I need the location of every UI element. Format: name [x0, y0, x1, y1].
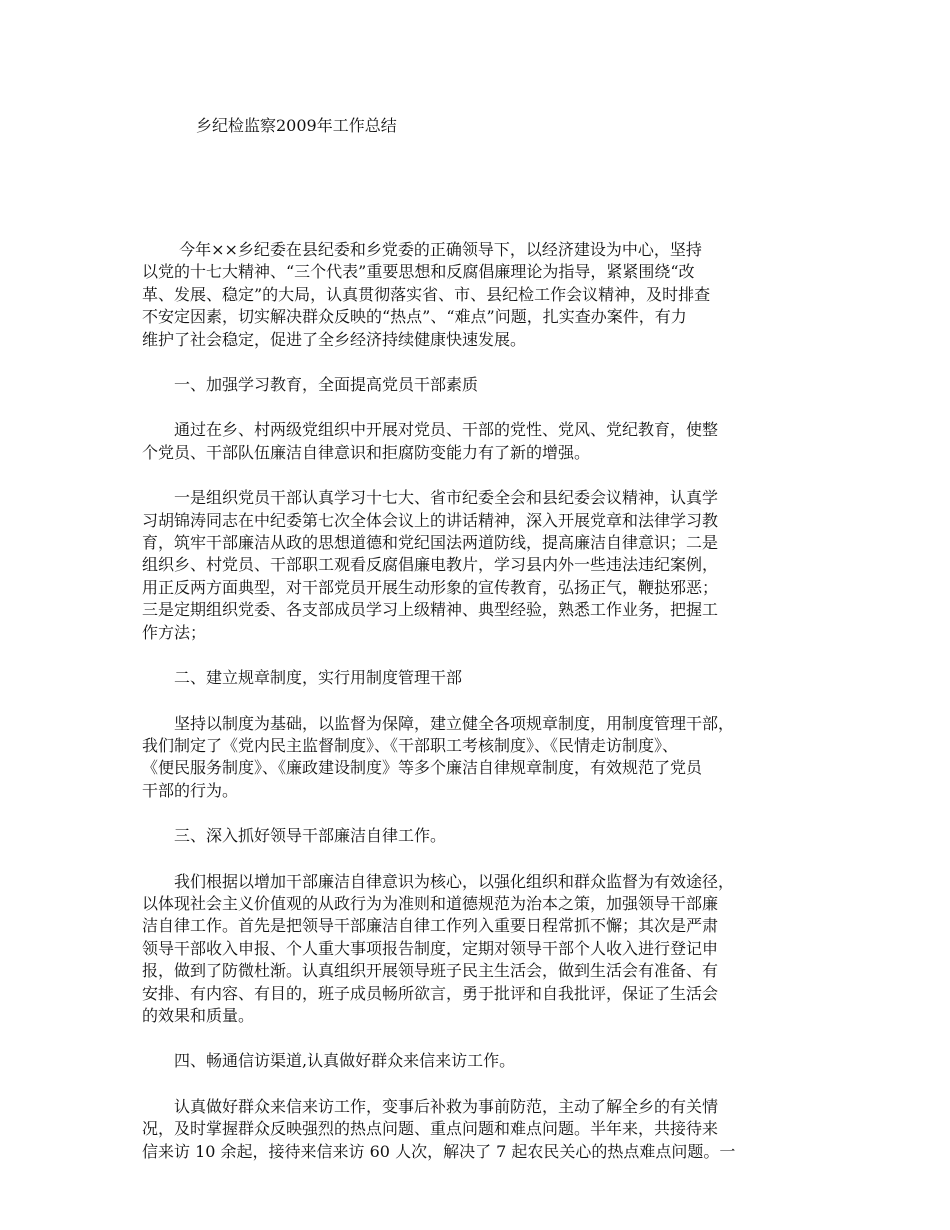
body-paragraph: [142, 713, 812, 803]
body-paragraph: [142, 419, 812, 464]
paragraph-gap: [142, 1073, 812, 1096]
body-paragraph: [142, 239, 812, 351]
section-heading: [142, 825, 812, 847]
paragraph-gap: [142, 644, 812, 667]
text-line: 信来访 10 余起，接待来信来访 60 人次，解决了 7 起农民关心的热点难点问题。一: [142, 1141, 736, 1161]
section-heading: [142, 374, 812, 396]
body-paragraph: [142, 487, 812, 644]
paragraph-gap: [142, 690, 812, 713]
text-line: 二、建立规章制度，实行用制度管理干部: [174, 668, 463, 688]
section-heading: [142, 1050, 812, 1072]
text-line: 习胡锦涛同志在中纪委第七次全体会议上的讲话精神，深入开展党章和法律学习教: [142, 510, 719, 530]
text-line: 以党的十七大精神、“三个代表”重要思想和反腐倡廉理论为指导，紧紧围绕“改: [142, 262, 695, 282]
text-line: 坚持以制度为基础，以监督为保障，建立健全各项规章制度，用制度管理干部，: [174, 713, 735, 733]
text-line: 我们根据以增加干部廉洁自律意识为核心，以强化组织和群众监督为有效途径，: [174, 871, 735, 891]
text-line: 安排、有内容、有目的，班子成员畅所欲言，勇于批评和自我批评，保证了生活会: [142, 983, 719, 1003]
text-line: 育，筑牢干部廉洁从政的思想道德和党纪国法两道防线，提高廉洁自律意识；二是: [142, 533, 719, 553]
text-line: 报，做到了防微杜渐。认真组织开展领导班子民主生活会，做到生活会有准备、有: [142, 961, 719, 981]
paragraph-gap: [142, 848, 812, 871]
text-line: 通过在乡、村两级党组织中开展对党员、干部的党性、党风、党纪教育，使整: [174, 420, 719, 440]
body-paragraph: [142, 1096, 812, 1163]
text-line: 作方法；: [142, 622, 207, 642]
text-line: 个党员、干部队伍廉洁自律意识和拒腐防变能力有了新的增强。: [142, 442, 591, 462]
text-line: 我们制定了《党内民主监督制度》、《干部职工考核制度》、《民情走访制度》、: [142, 735, 679, 755]
text-line: 况，及时掌握群众反映强烈的热点问题、重点问题和难点问题。半年来，共接待来: [142, 1119, 719, 1139]
section-heading: [142, 667, 812, 689]
paragraph-gap: [142, 1027, 812, 1050]
text-line: 《便民服务制度》、《廉政建设制度》等多个廉洁自律规章制度，有效规范了党员: [142, 758, 703, 778]
text-line: 以体现社会主义价值观的从政行为为准则和道德规范为治本之策，加强领导干部廉: [142, 893, 719, 913]
text-line: 领导干部收入申报、个人重大事项报告制度，定期对领导干部个人收入进行登记申: [142, 938, 719, 958]
text-line: 洁自律工作。首先是把领导干部廉洁自律工作列入重要日程常抓不懈；其次是严肃: [142, 916, 719, 936]
text-line: 不安定因素，切实解决群众反映的“热点”、“难点”问题，扎实查办案件，有力: [142, 307, 687, 327]
text-line: 三是定期组织党委、各支部成员学习上级精神、典型经验，熟悉工作业务，把握工: [142, 600, 719, 620]
document-title: 乡纪检监察2009年工作总结: [196, 116, 397, 135]
text-line: 革、发展、稳定”的大局，认真贯彻落实省、市、县纪检工作会议精神，及时排查: [142, 284, 711, 304]
text-line: 一、加强学习教育，全面提高党员干部素质: [174, 375, 479, 395]
paragraph-gap: [142, 396, 812, 419]
text-line: 今年××乡纪委在县纪委和乡党委的正确领导下，以经济建设为中心，坚持: [174, 240, 702, 259]
text-line: 的效果和质量。: [142, 1005, 255, 1025]
body-paragraph: [142, 871, 812, 1028]
text-line: 用正反两方面典型，对干部党员开展生动形象的宣传教育，弘扬正气，鞭挞邪恶；: [142, 577, 719, 597]
paragraph-gap: [142, 351, 812, 374]
text-line: 一是组织党员干部认真学习十七大、省市纪委全会和县纪委会议精神，认真学: [174, 488, 719, 508]
text-line: 维护了社会稳定，促进了全乡经济持续健康快速发展。: [142, 329, 527, 349]
text-line: 四、畅通信访渠道,认真做好群众来信来访工作。: [174, 1051, 516, 1071]
text-line: 三、深入抓好领导干部廉洁自律工作。: [174, 826, 447, 846]
text-line: 干部的行为。: [142, 780, 239, 800]
paragraph-gap: [142, 802, 812, 825]
text-line: 组织乡、村党员、干部职工观看反腐倡廉电教片，学习县内外一些违法违纪案例，: [142, 555, 719, 575]
paragraph-gap: [142, 464, 812, 487]
document-body: [142, 239, 812, 1163]
text-line: 认真做好群众来信来访工作，变事后补救为事前防范，主动了解全乡的有关情: [174, 1096, 719, 1116]
